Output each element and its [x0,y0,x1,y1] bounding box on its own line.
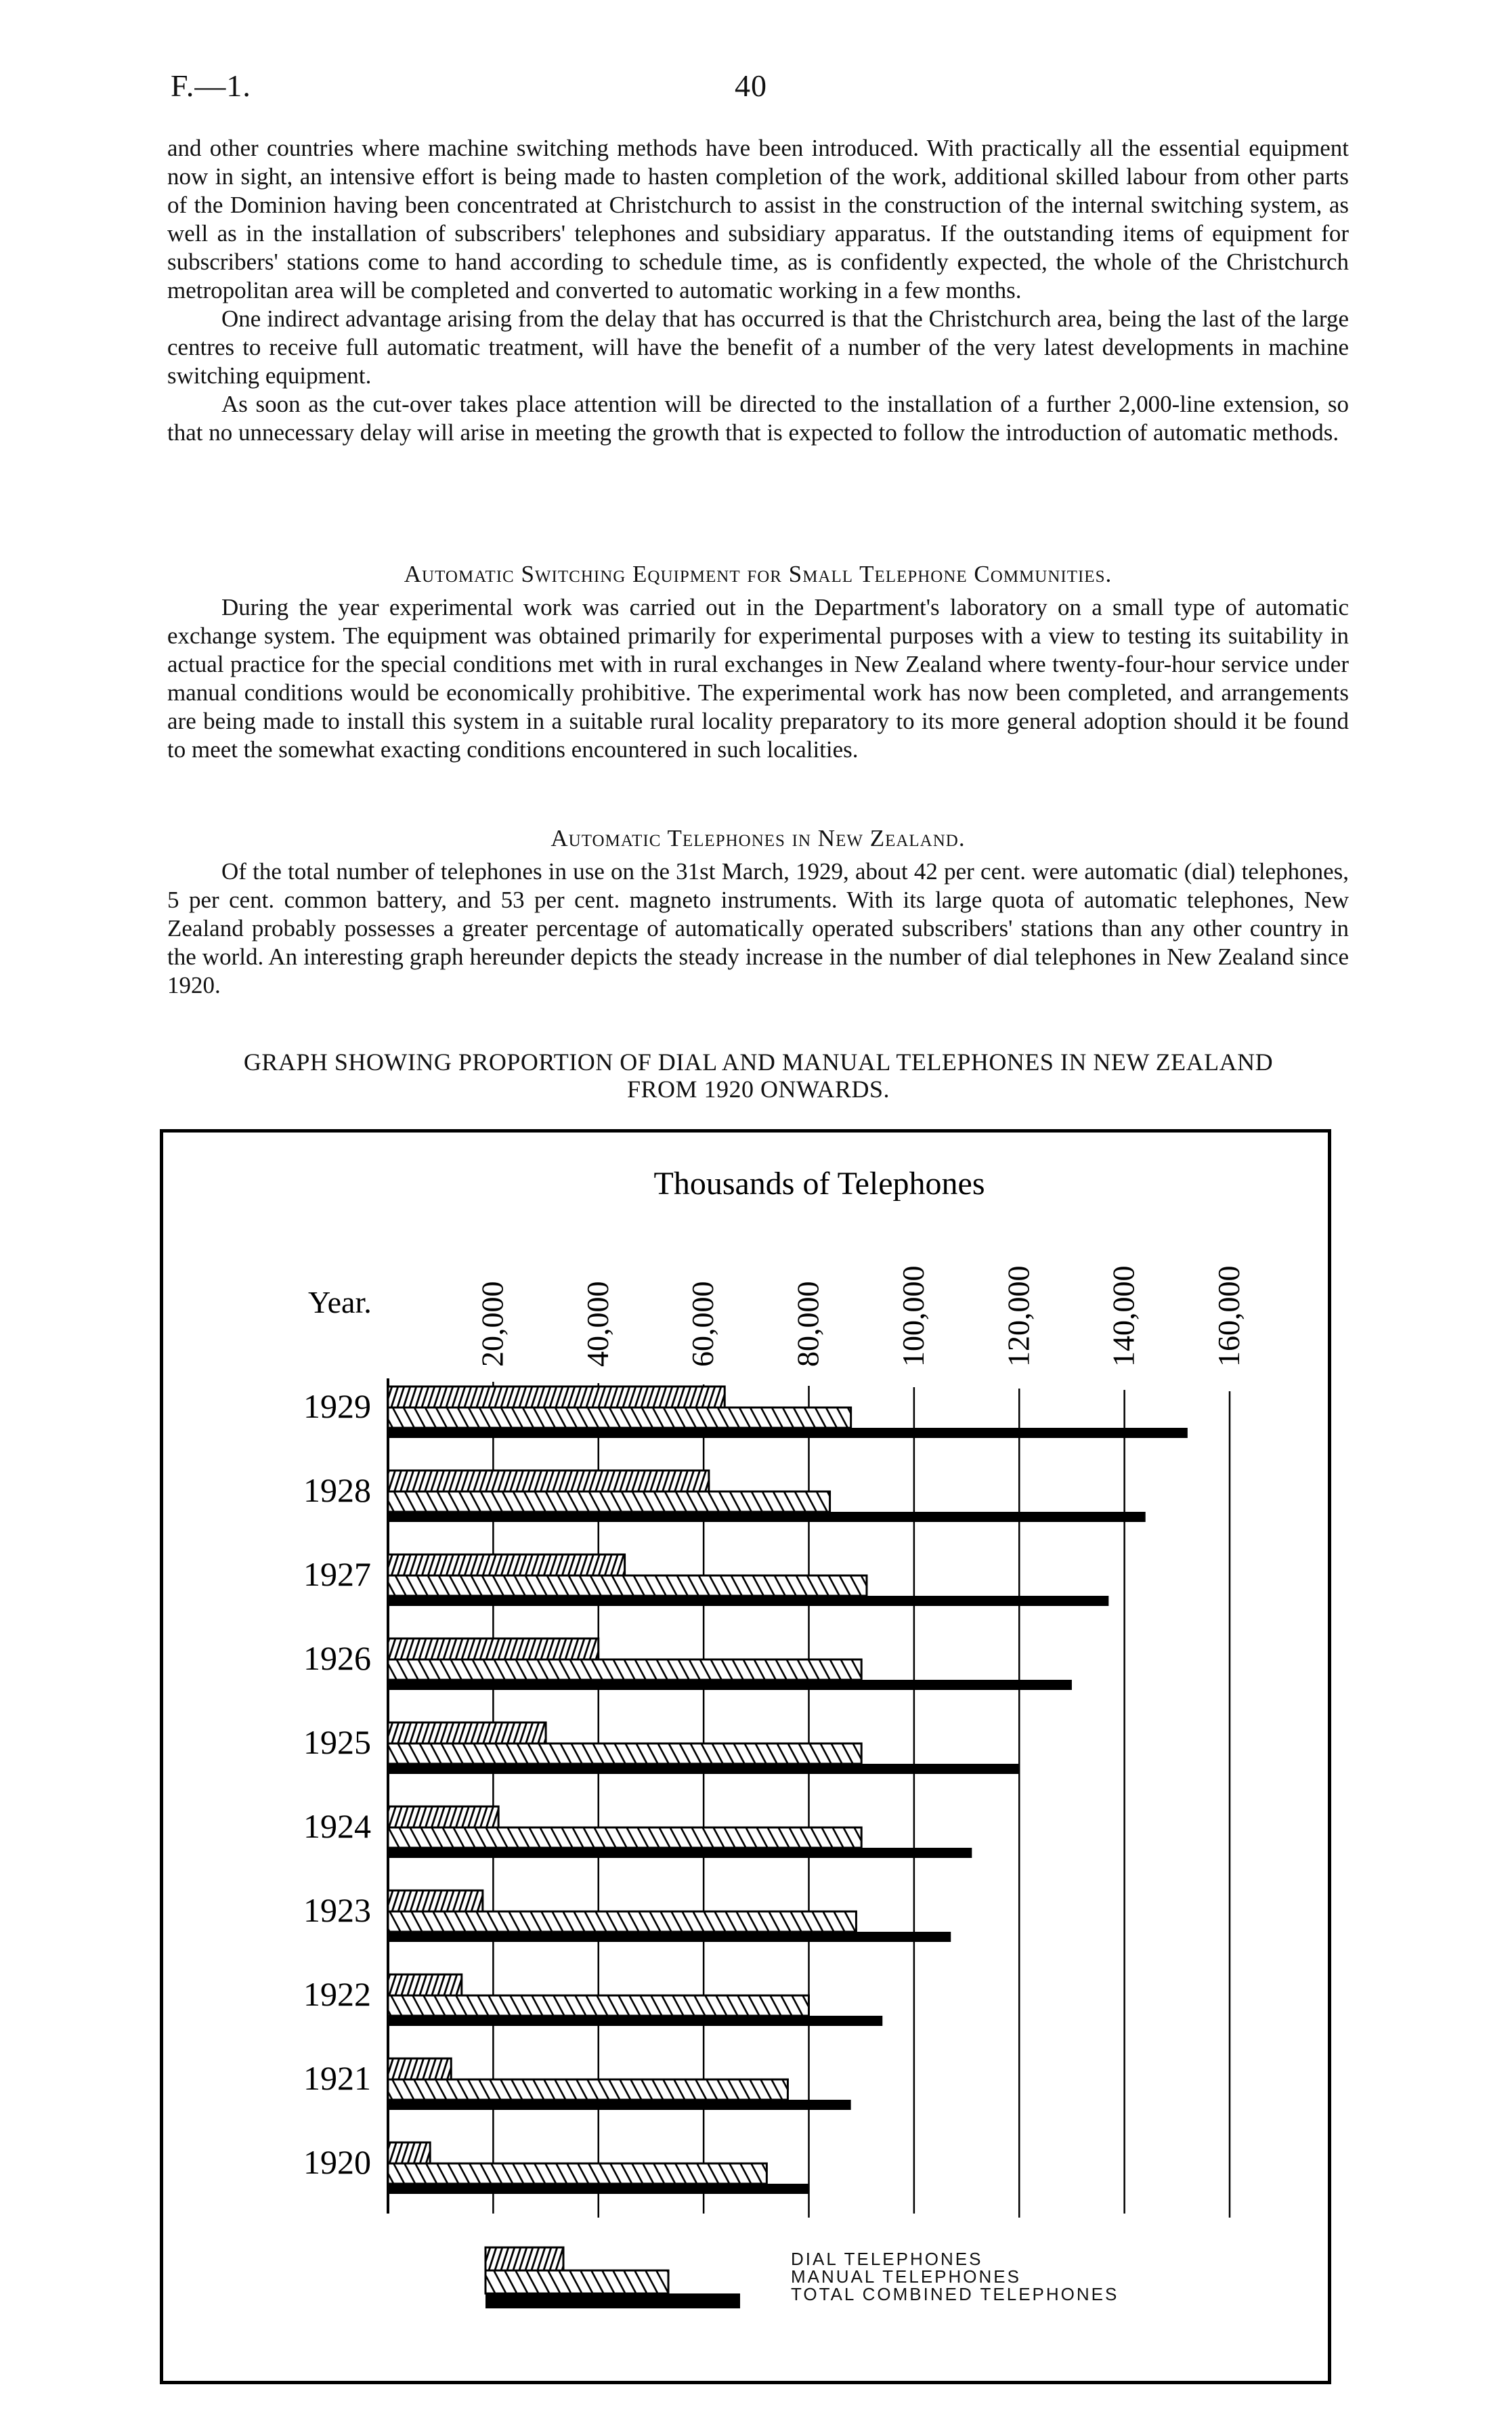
bar-dial [388,1974,462,1995]
y-axis-label: Year. [308,1285,372,1319]
bar-dial [388,1890,483,1911]
x-tick-label: 80,000 [790,1281,825,1367]
bar-dial [388,1638,599,1659]
year-label: 1928 [303,1471,371,1509]
x-tick-label: 60,000 [685,1281,720,1367]
graph-title-line: FROM 1920 ONWARDS. [626,1076,890,1103]
bar-total [388,1428,1188,1438]
x-tick-label: 160,000 [1211,1265,1246,1367]
paragraph: One indirect advantage arising from the delay that has occurred is that the Christchurch area, being the last of the large centres to receive full automatic treatment, will have the benefit of a number of the very latest developments in machine switching equipment. [167,305,1349,389]
year-label: 1920 [303,2143,371,2181]
legend-swatch-total [485,2293,740,2308]
bar-manual [388,1408,851,1428]
legend-swatch-manual [485,2270,668,2293]
legend-label-manual: MANUAL TELEPHONES [791,2266,1021,2287]
bar-manual [388,1491,830,1512]
bar-total [388,1512,1146,1522]
bar-dial [388,2142,430,2163]
bar-total [388,2016,882,2026]
year-label: 1921 [303,2059,371,2097]
bar-total [388,2100,851,2110]
bar-manual [388,1575,867,1596]
bar-dial [388,1471,709,1491]
year-label: 1926 [303,1639,371,1677]
page-header-ref: F.—1. [171,68,251,103]
bar-manual [388,1743,861,1764]
x-tick-label: 140,000 [1106,1265,1141,1367]
x-tick-label: 40,000 [580,1281,615,1367]
year-label: 1922 [303,1975,371,2013]
bar-manual [388,1911,856,1932]
page-number: 40 [735,68,767,103]
bar-dial [388,1554,625,1575]
bar-manual [388,1995,809,2016]
legend-label-total: TOTAL COMBINED TELEPHONES [791,2284,1119,2304]
graph-title-line: GRAPH SHOWING PROPORTION OF DIAL AND MANUAL TELEPHONES IN NEW ZEALAND [243,1049,1274,1076]
bar-total [388,1680,1072,1690]
year-label: 1925 [303,1723,371,1761]
year-label: 1923 [303,1891,371,1929]
x-tick-label: 20,000 [475,1281,510,1367]
bar-total [388,1848,972,1858]
paragraph: As soon as the cut-over takes place attention will be directed to the installation of a further 2,000-line extension, so that no unnecessary delay will arise in meeting the growth that is expected to follow the introduction of automatic methods. [167,391,1349,446]
bar-total [388,1596,1108,1606]
legend-labels [791,2250,1119,2303]
paragraph: and other countries where machine switching methods have been introduced. With practically all the essential equipment now in sight, an intensive effort is being made to hasten completion of the work, additional skilled labour from other parts of the Dominion having been concentrated at Christchurch to assist in the construction of the internal switching system, as well as in the installation of subscribers' telephones and subsidiary apparatus. If the outstanding items of equipment for subscribers' stations come to hand according to schedule time, as is confidently expected, the whole of the Christchurch metropolitan area will be completed and converted to automatic working in a few months. [167,135,1349,303]
bar-total [388,1764,1019,1774]
bar-dial [388,2058,451,2079]
legend-label-dial: DIAL TELEPHONES [791,2249,983,2269]
bar-total [388,2184,809,2194]
chart-title: Thousands of Telephones [653,1166,985,1202]
bar-dial [388,1722,546,1743]
paragraph: Of the total number of telephones in use on the 31st March, 1929, about 42 per cent. were automatic (dial) telephones, 5 per cent. common battery, and 53 per cent. magneto instruments. With its large quota of automatic telephones, New Zealand probably possesses a greater percentage of automatically operated subscribers' stations than any other country in the world. An interesting graph hereunder depicts the steady increase in the number of dial telephones in New Zealand since 1920. [167,858,1349,998]
section-heading: Automatic Switching Equipment for Small Telephone Communities. [404,561,1113,587]
paragraph: During the year experimental work was carried out in the Department's laboratory on a small type of automatic exchange system. The equipment was obtained primarily for experimental purposes with a view to testing its suitability in actual practice for the special conditions met with in rural exchanges in New Zealand where twenty-four-hour service under manual conditions would be economically prohibitive. The experimental work has now been completed, and arrangements are being made to install this system in a suitable rural locality preparatory to its more general adoption should it be found to meet the somewhat exacting conditions encountered in such localities. [167,594,1349,763]
bar-manual [388,1827,861,1848]
x-tick-label: 100,000 [895,1265,930,1367]
bar-dial [388,1387,725,1408]
section-heading: Automatic Telephones in New Zealand. [550,825,966,851]
bar-dial [388,1806,498,1827]
bar-total [388,1932,951,1942]
legend-swatch-dial [485,2247,563,2270]
year-label: 1924 [303,1807,371,1845]
bar-manual [388,2079,787,2100]
year-label: 1927 [303,1555,371,1593]
bar-manual [388,1659,861,1680]
bar-manual [388,2163,766,2184]
year-label: 1929 [303,1387,371,1425]
x-tick-label: 120,000 [1001,1265,1036,1367]
